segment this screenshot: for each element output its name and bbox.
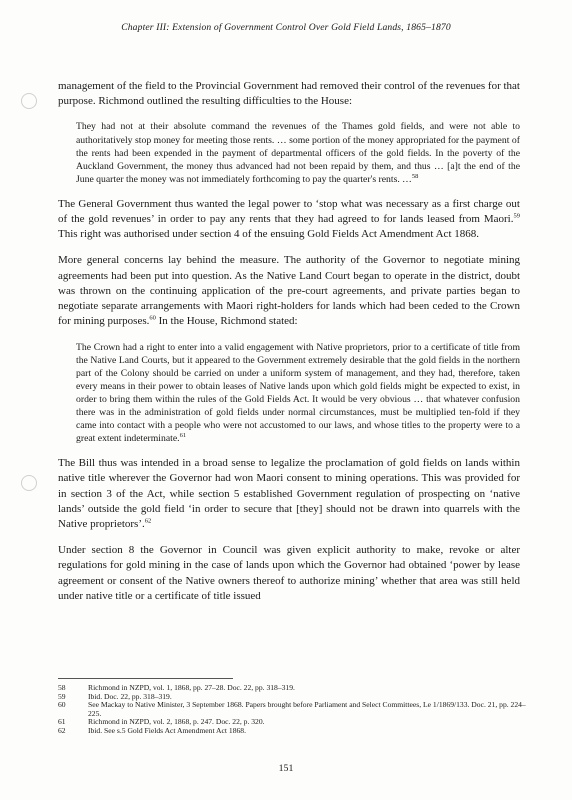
paragraph: The Bill thus was intended in a broad sense to legalize the proclamation of gold fields on lands within native title wherever the Governor had won Maori consent to mining operations. This was provided for in section 3 of the Act, while section 5 established Government regulation of prospecting on ‘native lands’ outside the gold field ‘in order to secure that [they] should not be drawn into quarrels with the Native proprietors’.$^{62}$ xyxy=(58,457,520,531)
page-body xyxy=(58,79,520,615)
footnote-ref[interactable]: 59 xyxy=(513,212,520,220)
footnote-divider xyxy=(58,678,233,679)
punch-hole-mark xyxy=(21,475,37,491)
punch-hole-mark xyxy=(21,93,37,109)
paragraph: The General Government thus wanted the legal power to ‘stop what was necessary as a first charge out of the gold revenues’ in order to pay any rents that they had agreed to for lands leased from Maori.$^{59}$ This right was authorised under section 4 of the ensuing Gold Fields Act Amendment Act 1868. xyxy=(58,197,520,241)
block-quote: The Crown had a right to enter into a valid engagement with Native proprietors, prior to a certificate of title from the Native Land Courts, but it appeared to the Government extremely desirable that the gold fields in the northern part of the Colony should be carried on under a uniform system of management, and they had, therefore, taken every means in their power to obtain leases of Native lands upon which gold fields might be expected to exist, in order to bring them within the rules of the Gold Fields Act. It would be very obvious … that whatever confusion there was in the administration of gold fields under normal circumstances, must be multiplied ten-fold if they came into contact with a people who were not accustomed to our laws, and whose titles to the property were to a great extent indeterminate.$^{61}$ xyxy=(76,341,520,445)
footnote: 62 Ibid. See s.5 Gold Fields Act Amendment Act 1868. xyxy=(58,725,246,735)
running-header: Chapter III: Extension of Government Control Over Gold Field Lands, 1865–1870 xyxy=(121,22,451,33)
footnote-ref[interactable]: 60 xyxy=(149,314,156,322)
footnote: 61 Richmond in NZPD, vol. 2, 1868, p. 247. Doc. 22, p. 320. xyxy=(58,717,265,727)
block-quote: They had not at their absolute command the revenues of the Thames gold fields, and were not able to authoritatively stop money for meeting those rents. … some portion of the money appropriated for the payment of the rents had been expended in the payment of departmental officers of the gold fields. In the poverty of the Auckland Government, the money thus advanced had not been repaid by them, and thus … [a]t the end of the June quarter the money was not immediately forthcoming to pay the quarter's rents. …$^{58}$ xyxy=(76,121,520,185)
footnote-ref[interactable]: 58 xyxy=(411,172,419,180)
paragraph: Under section 8 the Governor in Council was given explicit authority to make, revoke or alter regulations for gold mining in the case of lands upon which the Governor had obtained ‘power by lease agreement or consent of the Native owners thereof to authorize mining’ whether that area was still held under native title or a certificate of title issued xyxy=(58,544,520,602)
footnote: 58 Richmond in NZPD, vol. 1, 1868, pp. 27–28. Doc. 22, pp. 318–319. xyxy=(58,683,295,692)
footnotes xyxy=(58,684,528,736)
footnote: 60 See Mackay to Native Minister, 3 September 1868. Papers brought before Parliament and Select Committees, Le 1/1869/133. Doc. 21, pp. 224–225. xyxy=(58,700,526,718)
paragraph: More general concerns lay behind the measure. The authority of the Governor to negotiate mining agreements had been put into question. As the Native Land Court began to operate in the district, doubt was thrown on the continuing application of the pre-court agreements, and private parties began to negotiate separate arrangements with Maori right-holders for lands which had been ceded to the Crown for mining purposes.$^{60}$ In the House, Richmond stated: xyxy=(58,254,520,328)
footnote: 59 Ibid. Doc. 22, pp. 318–319. xyxy=(58,691,172,701)
paragraph: management of the field to the Provincial Government had removed their control of the revenues for that purpose. Richmond outlined the resulting difficulties to the House: xyxy=(58,80,520,108)
footnote-ref[interactable]: 62 xyxy=(144,517,152,525)
footnote-ref[interactable]: 61 xyxy=(179,431,187,439)
page-number: 151 xyxy=(278,763,294,774)
